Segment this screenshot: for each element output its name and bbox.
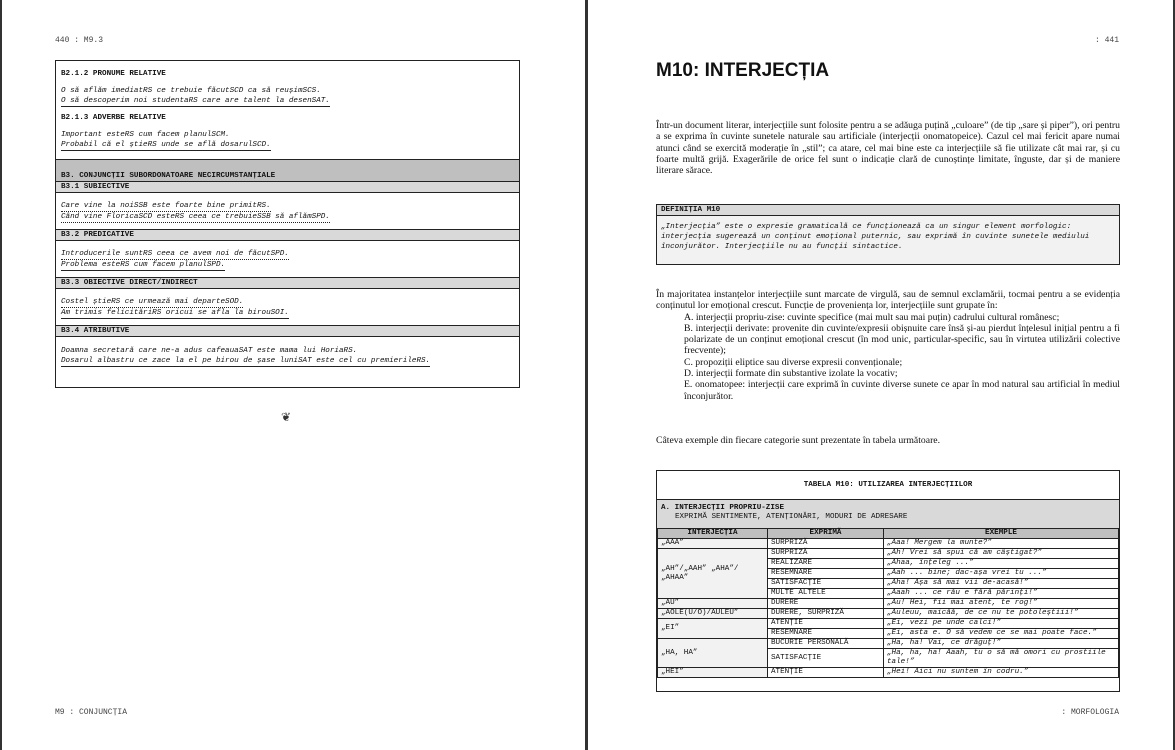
- subsection-body: [56, 337, 519, 373]
- category-title: A. INTERJECȚII PROPRIU-ZISE: [661, 504, 785, 512]
- example-line: Dosarul albastru ce zace la el pe birou de șase luniSAT este cel cu premierileRS.: [61, 357, 431, 365]
- category-item: C. propoziții eliptice sau diverse expresii convenționale;: [684, 356, 903, 368]
- example-cell: „Aha! Așa să mai vii de-acasă!”: [884, 579, 1119, 589]
- section-heading: B2.1.3 ADVERBE RELATIVE: [61, 114, 166, 122]
- section-pronume: [56, 61, 519, 107]
- table-grid: [657, 528, 1119, 678]
- interjection-cell: „AH”/„AAH” „AHA”/„AHAA”: [658, 549, 768, 599]
- category-item: B. interjecții derivate: provenite din cuvinte/expresii obișnuite care însă și-au pierdut înțelesul inițial pentru a fi polarizate de un conținut emoțional crescut (în mod unic, particular-specific, sau în virtutea utilizării colective frecvente);: [684, 322, 1120, 357]
- interjections-table: [656, 470, 1120, 692]
- interjection-cell: „EI”: [658, 619, 768, 639]
- expresses-cell: DURERE: [768, 599, 884, 609]
- example-line: Probabil că el știeRS unde se află dosarulSCD.: [61, 141, 271, 149]
- b3-header: [56, 159, 519, 181]
- table-header-row: [658, 529, 1119, 539]
- subsection-heading: B3.4 ATRIBUTIVE: [56, 325, 519, 337]
- expresses-cell: DURERE, SURPRIZĂ: [768, 609, 884, 619]
- left-footer: M9 : CONJUNCȚIA: [55, 708, 128, 717]
- example-line: Am trimis felicităriRS oricui se afla la birouSOI.: [61, 309, 289, 317]
- example-line: Important esteRS cum facem planulSCM.: [61, 131, 230, 139]
- example-cell: „Ei, asta e. O să vedem ce se mai poate face.”: [884, 629, 1119, 639]
- category-subtitle: EXPRIMĂ SENTIMENTE, ATENȚIONĂRI, MODURI DE ADRESARE: [675, 513, 908, 521]
- example-line: Introducerile suntRS ceea ce avem noi de făcutSPD.: [61, 250, 289, 258]
- category-item: A. interjecții propriu-zise: cuvinte specifice (mai mult sau mai puțin) cadrului cultural românesc;: [684, 311, 1060, 323]
- subsection-heading: B3.2 PREDICATIVE: [56, 229, 519, 241]
- example-cell: „Ahaa, înțeleg ...”: [884, 559, 1119, 569]
- page-divider: [585, 0, 588, 750]
- interjection-cell: „HEI”: [658, 668, 768, 678]
- category-item: D. interjecții formate din substantive izolate la vocativ;: [684, 368, 898, 380]
- expresses-cell: ATENȚIE: [768, 668, 884, 678]
- example-cell: „Ah! Vrei să spui că am câștigat?”: [884, 549, 1119, 559]
- examples-box: [55, 60, 520, 388]
- definition-heading: DEFINIȚIA M10: [657, 205, 1119, 216]
- expresses-cell: SATISFACȚIE: [768, 649, 884, 668]
- subsection-body: [56, 193, 519, 229]
- example-line: Care vine la noiSSB este foarte bine primitRS.: [61, 202, 271, 210]
- interjection-cell: „AU”: [658, 599, 768, 609]
- table-title: TABELA M10: UTILIZAREA INTERJECȚIILOR: [657, 471, 1119, 500]
- column-header: EXPRIMĂ: [768, 529, 884, 539]
- table-row: [658, 619, 1119, 629]
- definition-box: [656, 204, 1120, 265]
- subsection-body: [56, 241, 519, 277]
- table-intro: Câteva exemple din fiecare categorie sunt prezentate în tabela următoare.: [656, 435, 941, 446]
- expresses-cell: BUCURIE PERSONALĂ: [768, 639, 884, 649]
- subsection-heading: B3.1 SUBIECTIVE: [56, 181, 519, 193]
- fleuron-icon: ❦: [281, 410, 292, 424]
- column-header: INTERJECȚIA: [658, 529, 768, 539]
- expresses-cell: SATISFACȚIE: [768, 579, 884, 589]
- category-item: E. onomatopee: interjecții care exprimă în cuvinte diverse sunete ce apar în mod natural sau artificial în mediul înconjurător.: [684, 379, 1120, 402]
- expresses-cell: RESEMNARE: [768, 629, 884, 639]
- expresses-cell: RESEMNARE: [768, 569, 884, 579]
- table-row: [658, 668, 1119, 678]
- example-cell: „Aah ... bine; dac-așa vrei tu ...”: [884, 569, 1119, 579]
- section-heading: B2.1.2 PRONUME RELATIVE: [61, 70, 166, 78]
- table-row: [658, 539, 1119, 549]
- definition-text: „Interjecția” este o expresie gramaticală ce funcționează ca un singur element morfologic: interjecția sugerează un conținut emoțional puternic, sau exprimă în cuvinte sunetele mediului înconjurător. Interjecțiile nu au funcții sintactice.: [661, 223, 1090, 251]
- table-category: [657, 500, 1119, 528]
- right-page-number: : 441: [1094, 36, 1119, 45]
- expresses-cell: REALIZARE: [768, 559, 884, 569]
- b3-title: B3. CONJUNCȚII SUBORDONATOARE NECIRCUMSTANȚIALE: [61, 172, 276, 180]
- table-row: [658, 599, 1119, 609]
- example-line: Costel știeRS ce urmează mai departeSOD.: [61, 298, 244, 306]
- example-cell: „Aaa! Mergem la munte?”: [884, 539, 1119, 549]
- interjection-cell: „AOLE(U/O)/AULEU”: [658, 609, 768, 619]
- subsection-heading: B3.3 OBIECTIVE DIRECT/INDIRECT: [56, 277, 519, 289]
- right-footer: : MORFOLOGIA: [1061, 708, 1119, 717]
- table-row: [658, 549, 1119, 559]
- categories-intro: În majoritatea instanțelor interjecțiile sunt marcate de virgulă, sau de semnul exclamării, tocmai pentru a se evidenția conținutul lor emoțional crescut. Funcție de proveniența lor, interjecțiile sunt grupate în:: [656, 289, 1120, 312]
- expresses-cell: SURPRIZĂ: [768, 549, 884, 559]
- table-row: [658, 639, 1119, 649]
- interjection-cell: „HA, HA”: [658, 639, 768, 668]
- categories-paragraph: [656, 289, 1120, 402]
- chapter-title: M10: INTERJECȚIA: [656, 60, 830, 81]
- page-edge-left: [0, 0, 2, 750]
- example-line: Când vine FloricaSCD esteRS ceea ce trebuieSSB să aflămSPD.: [61, 213, 330, 221]
- example-cell: „Auleuu, maicăă, de ce nu te potoleștiii!”: [884, 609, 1119, 619]
- example-line: O să aflăm imediatRS ce trebuie făcutSCD ca să reușimSCS.: [61, 87, 321, 95]
- intro-paragraph: Într-un document literar, interjecțiile sunt folosite pentru a se adăuga puțină „culoare” (de tip „sare și piper”), ori pentru a se exprima în cuvinte sunetele naturale sau artificiale (interjecții onomatopeice). Cazul cel mai fericit apare numai atunci când se exercită moderație în „stil”; ca atare, cel mai bine este ca interjecțiile să fie utilizate cât mai rar, și cu foarte multă grijă. Exagerările de orice fel sunt o indicație clară de cunoștințe limitate, înguste, dar și de maniere literare sărace.: [656, 120, 1120, 177]
- subsection-body: [56, 289, 519, 325]
- column-header: EXEMPLE: [884, 529, 1119, 539]
- example-cell: „Au! Hei, fii mai atent, te rog!”: [884, 599, 1119, 609]
- section-adverbe: [56, 107, 519, 151]
- example-cell: „Ha, ha! Vai, ce drăguț!”: [884, 639, 1119, 649]
- example-line: O să descoperim noi studentaRS care are talent la desenSAT.: [61, 97, 330, 105]
- interjection-cell: „AAA”: [658, 539, 768, 549]
- example-cell: „Aaah ... ce rău e fără părinți!”: [884, 589, 1119, 599]
- example-cell: „Ei, vezi pe unde calci!”: [884, 619, 1119, 629]
- left-page-number: 440 : M9.3: [55, 36, 104, 45]
- expresses-cell: SURPRIZĂ: [768, 539, 884, 549]
- example-cell: „Ha, ha, ha! Aaah, tu o să mă omori cu prostiile tale!”: [884, 649, 1119, 668]
- expresses-cell: MULTE ALTELE: [768, 589, 884, 599]
- example-cell: „Hei! Aici nu suntem în codru.”: [884, 668, 1119, 678]
- example-line: Doamna secretară care ne-a adus cafeauaSAT este mama lui HoriaRS.: [61, 347, 358, 355]
- example-line: Problema esteRS cum facem planulSPD.: [61, 261, 226, 269]
- table-row: [658, 609, 1119, 619]
- expresses-cell: ATENȚIE: [768, 619, 884, 629]
